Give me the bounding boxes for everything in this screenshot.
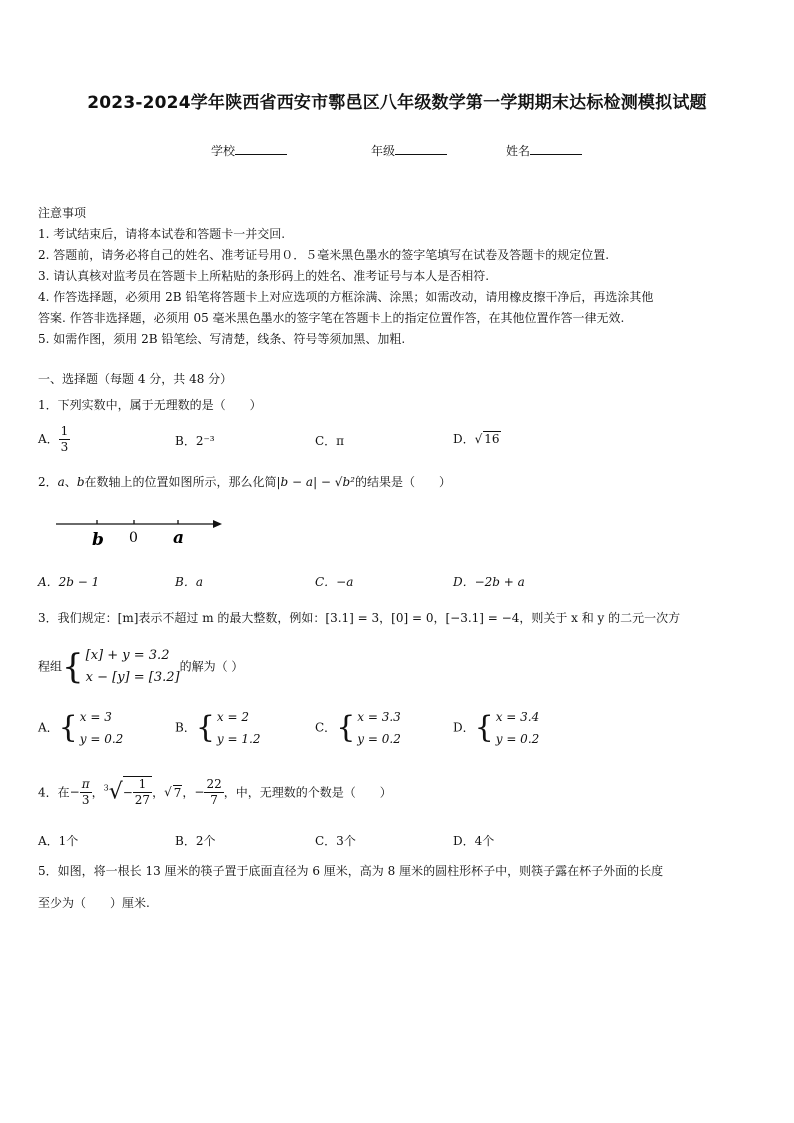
notice-item: 答案. 作答非选择题，必须用 05 毫米黑色墨水的签字笔在答题卡上的指定位置作答，在其他位置作答一律无效.: [38, 311, 625, 325]
solution-x: x = 3.3: [357, 710, 401, 724]
q2-option-c[interactable]: C．−a: [315, 575, 354, 589]
minus-sign: −: [194, 785, 205, 799]
label-b: b: [92, 530, 104, 550]
stem-text: 程组: [38, 659, 63, 674]
variable-b: b: [76, 475, 85, 489]
denominator: 7: [210, 792, 218, 807]
q1-option-c[interactable]: C．π: [315, 434, 345, 448]
denominator: 27: [134, 793, 151, 807]
option-label: D．: [453, 720, 475, 735]
left-brace: {: [62, 647, 84, 687]
stem-text: 的解为（ ）: [179, 659, 244, 674]
solution-system: [80, 706, 124, 750]
school-field: [211, 141, 287, 159]
option-label: D．: [453, 432, 475, 446]
q4-option-c[interactable]: C．3个: [315, 834, 356, 848]
school-label: 学校: [211, 144, 236, 158]
solution-system: [357, 706, 401, 750]
fraction-pi-over-3: [80, 777, 92, 808]
q4-option-a[interactable]: A．1个: [38, 834, 79, 848]
q4-option-d[interactable]: D．4个: [453, 834, 495, 848]
numerator: 1: [133, 777, 152, 793]
minus-sign: −: [122, 785, 133, 800]
solution-y: y = 0.2: [495, 732, 540, 746]
solution-system: [496, 706, 540, 750]
label-0: 0: [129, 530, 138, 546]
radicand: 16: [484, 432, 500, 446]
q3-option-c[interactable]: [315, 706, 401, 750]
option-label: C．: [315, 720, 337, 735]
q1-option-a[interactable]: [38, 424, 70, 455]
radical-sign: √: [108, 779, 123, 805]
question-4-stem: [38, 776, 392, 808]
q3-option-a[interactable]: [38, 706, 123, 750]
comma: ，: [152, 785, 165, 800]
notice-item: 1. 考试结束后，请将本试卷和答题卡一并交回.: [38, 227, 286, 241]
fraction-1-over-27: [133, 777, 152, 808]
q1-option-b[interactable]: B．2⁻³: [175, 434, 215, 448]
left-brace: {: [58, 710, 78, 745]
student-info-fields: [0, 141, 794, 161]
section-heading: 一、选择题（每题 4 分，共 48 分）: [38, 372, 233, 386]
label-a: a: [173, 528, 185, 548]
q1-option-d[interactable]: [453, 430, 501, 447]
notice-item: 4. 作答选择题，必须用 2B 铅笔将答题卡上对应选项的方框涂满、涂黑；如需改动，请用橡皮擦干净后，再选涂其他: [38, 290, 654, 304]
solution-x: x = 2: [216, 710, 250, 724]
left-brace: {: [336, 710, 356, 745]
numerator: 22: [206, 776, 222, 791]
question-1-stem: 1．下列实数中，属于无理数的是（ ）: [38, 398, 262, 412]
separator: 、: [64, 475, 77, 489]
comma: ，: [182, 785, 195, 800]
exam-title: 2023-2024学年陕西省西安市鄠邑区八年级数学第一学期期末达标检测模拟试题: [87, 93, 707, 113]
radicand: 7: [173, 785, 182, 800]
question-number: 2．: [38, 475, 58, 489]
stem-text: ，中，无理数的个数是（ ）: [223, 785, 392, 800]
fraction: [59, 424, 71, 455]
grade-blank[interactable]: [395, 141, 447, 155]
number-line-figure: [50, 510, 230, 550]
solution-x: x = 3: [79, 710, 112, 724]
grade-label: 年级: [371, 144, 396, 158]
numerator: 1: [60, 424, 69, 438]
denominator: 3: [60, 440, 69, 454]
notice-item: 3. 请认真核对监考员在答题卡上所粘贴的条形码上的姓名、准考证号与本人是否相符.: [38, 269, 490, 283]
expression: |b − a| − √b²: [276, 475, 355, 489]
radical-sign: √: [474, 432, 483, 446]
solution-x: x = 3.4: [495, 710, 540, 724]
solution-y: y = 1.2: [216, 732, 261, 746]
solution-y: y = 0.2: [79, 732, 124, 746]
stem-text: 的结果是（ ）: [354, 475, 451, 489]
question-5-stem-line1: 5．如图，将一根长 13 厘米的筷子置于底面直径为 6 厘米，高为 8 厘米的圆柱形杯子中，则筷子露在杯子外面的长度: [38, 864, 664, 878]
equation-2: x − [y] = [3.2]: [85, 670, 180, 685]
name-field: [506, 141, 582, 159]
question-3-stem: 3．我们规定：[m]表示不超过 m 的最大整数，例如：[3.1] = 3，[0] = 0，[−3.1] = −4，则关于 x 和 y 的二元一次方: [38, 611, 681, 625]
grade-field: [371, 141, 447, 159]
stem-text: 4．在: [38, 785, 70, 800]
cube-root-radicand: [123, 776, 152, 808]
denominator: 3: [81, 792, 90, 807]
numerator: π: [81, 776, 90, 791]
option-label: B．: [175, 720, 196, 735]
number-line-arrow: [213, 520, 222, 528]
q3-option-d[interactable]: [453, 706, 539, 750]
equation-system: [86, 645, 180, 689]
option-label: A．: [38, 720, 59, 735]
notice-block: [38, 203, 758, 350]
name-blank[interactable]: [530, 141, 582, 155]
school-blank[interactable]: [235, 141, 287, 155]
q4-option-b[interactable]: B．2个: [175, 834, 216, 848]
root-index: 3: [103, 783, 109, 793]
equation-1: [x] + y = 3.2: [85, 648, 170, 663]
question-5-stem-line2: 至少为（ ）厘米.: [38, 896, 150, 910]
comma: ，: [91, 785, 104, 800]
option-label: A．: [38, 432, 59, 446]
fraction-22-over-7: [204, 777, 223, 808]
q3-option-b[interactable]: [175, 706, 260, 750]
notice-heading: 注意事项: [38, 206, 87, 220]
q2-option-d[interactable]: D．−2b + a: [453, 575, 525, 589]
stem-text: 在数轴上的位置如图所示，那么化简: [84, 475, 277, 489]
left-brace: {: [474, 710, 494, 745]
name-label: 姓名: [506, 144, 531, 158]
left-brace: {: [195, 710, 215, 745]
q2-option-a[interactable]: A．2b − 1: [38, 575, 100, 589]
radical-sign: √: [164, 785, 172, 799]
notice-item: 5. 如需作图，须用 2B 铅笔绘、写清楚，线条、符号等须加黑、加粗.: [38, 332, 406, 346]
solution-y: y = 0.2: [357, 732, 401, 746]
q2-option-b[interactable]: B．a: [175, 575, 203, 589]
minus-sign: −: [69, 785, 80, 799]
solution-system: [217, 706, 261, 750]
notice-item: 2. 答题前，请务必将自己的姓名、准考证号用０．５毫米黑色墨水的签字笔填写在试卷及答题卡的规定位置.: [38, 248, 610, 262]
question-2-stem: [38, 473, 451, 490]
question-3-system: [38, 645, 243, 689]
variable-a: a: [57, 475, 65, 489]
